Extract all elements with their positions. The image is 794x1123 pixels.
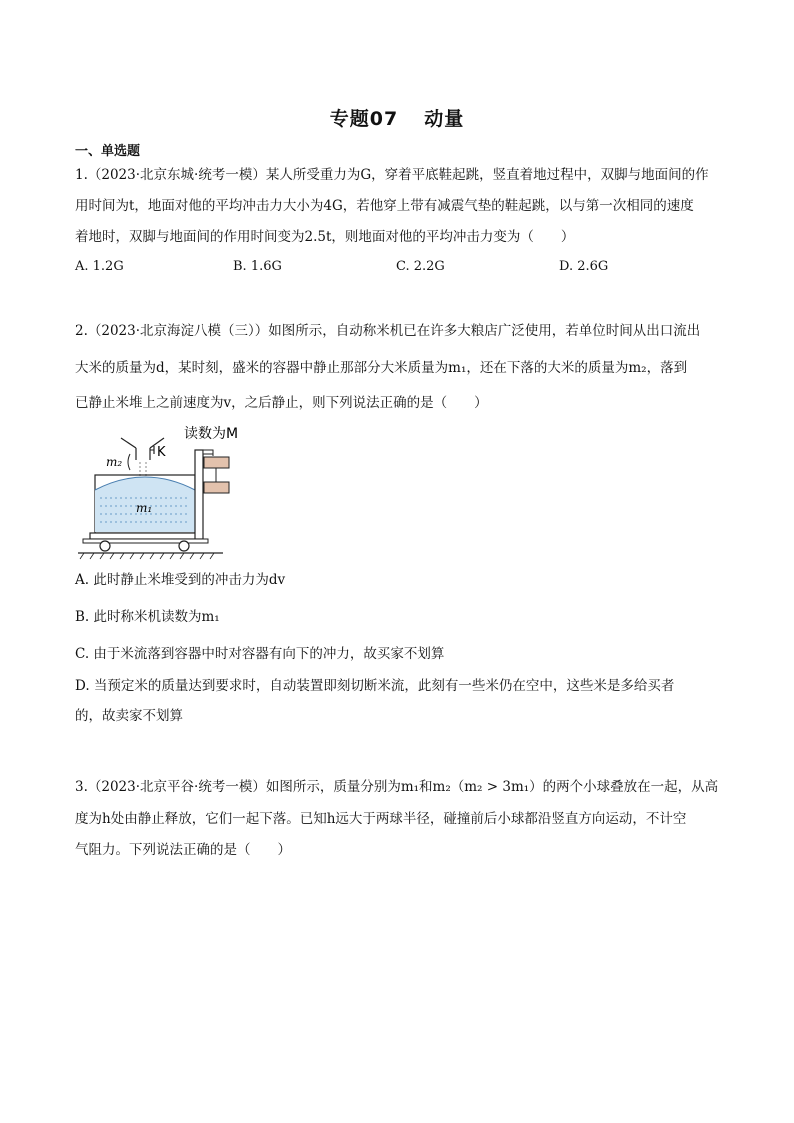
q2-line-3: 已静止米堆上之前速度为v，之后静止，则下列说法正确的是（ ） bbox=[75, 395, 488, 411]
q1-option-b[interactable]: B. 1.6G bbox=[233, 259, 282, 274]
section-heading: 一、单选题 bbox=[75, 144, 141, 159]
q1-line-1: 1.（2023·北京东城·统考一模）某人所受重力为G，穿着平底鞋起跳，竖直着地过程中，双脚与地面间的作 bbox=[75, 167, 709, 183]
q3-line-2: 度为h处由静止释放，它们一起下落。已知h远大于两球半径，碰撞前后小球都沿竖直方向运动，不计空 bbox=[75, 811, 687, 827]
q3-line-3: 气阻力。下列说法正确的是（ ） bbox=[75, 842, 291, 858]
q2-option-a[interactable]: A. 此时静止米堆受到的冲击力为dv bbox=[75, 572, 286, 588]
q3-line-1: 3.（2023·北京平谷·统考一模）如图所示，质量分别为m₁和m₂（m₂ > 3m₁）的两个小球叠放在一起，从高 bbox=[75, 779, 719, 795]
q2-option-d[interactable]: D. 当预定米的质量达到要求时，自动装置即刻切断米流，此刻有一些米仍在空中，这些米是多给买者 bbox=[75, 678, 675, 694]
q2-option-d-continued: 的，故卖家不划算 bbox=[75, 708, 183, 724]
q1-option-c[interactable]: C. 2.2G bbox=[396, 259, 445, 274]
m2-label: m₂ bbox=[106, 455, 123, 469]
scale-reading-label: 读数为M bbox=[184, 426, 239, 442]
q1-option-d[interactable]: D. 2.6G bbox=[559, 259, 609, 274]
topic-name: 动量 bbox=[424, 108, 465, 130]
m1-label: m₁ bbox=[136, 501, 153, 515]
valve-label: K bbox=[157, 445, 166, 460]
q1-line-2: 用时间为t，地面对他的平均冲击力大小为4G，若他穿上带有减震气垫的鞋起跳，以与第一次相同的速度 bbox=[75, 198, 694, 214]
q2-line-2: 大米的质量为d，某时刻，盛米的容器中静止那部分大米质量为m₁，还在下落的大米的质量为m₂，落到 bbox=[75, 360, 688, 376]
q2-option-b[interactable]: B. 此时称米机读数为m₁ bbox=[75, 609, 220, 625]
q1-option-a[interactable]: A. 1.2G bbox=[75, 259, 124, 274]
q2-line-1: 2.（2023·北京海淀八模（三））如图所示，自动称米机已在许多大粮店广泛使用，若单位时间从出口流出 bbox=[75, 323, 701, 339]
rice-scale-diagram bbox=[78, 420, 278, 560]
q1-line-3: 着地时，双脚与地面间的作用时间变为2.5t，则地面对他的平均冲击力变为（ ） bbox=[75, 229, 575, 245]
q2-option-c[interactable]: C. 由于米流落到容器中时对容器有向下的冲力，故买家不划算 bbox=[75, 646, 445, 662]
topic-number: 专题07 bbox=[329, 108, 399, 130]
page-title bbox=[0, 104, 794, 131]
